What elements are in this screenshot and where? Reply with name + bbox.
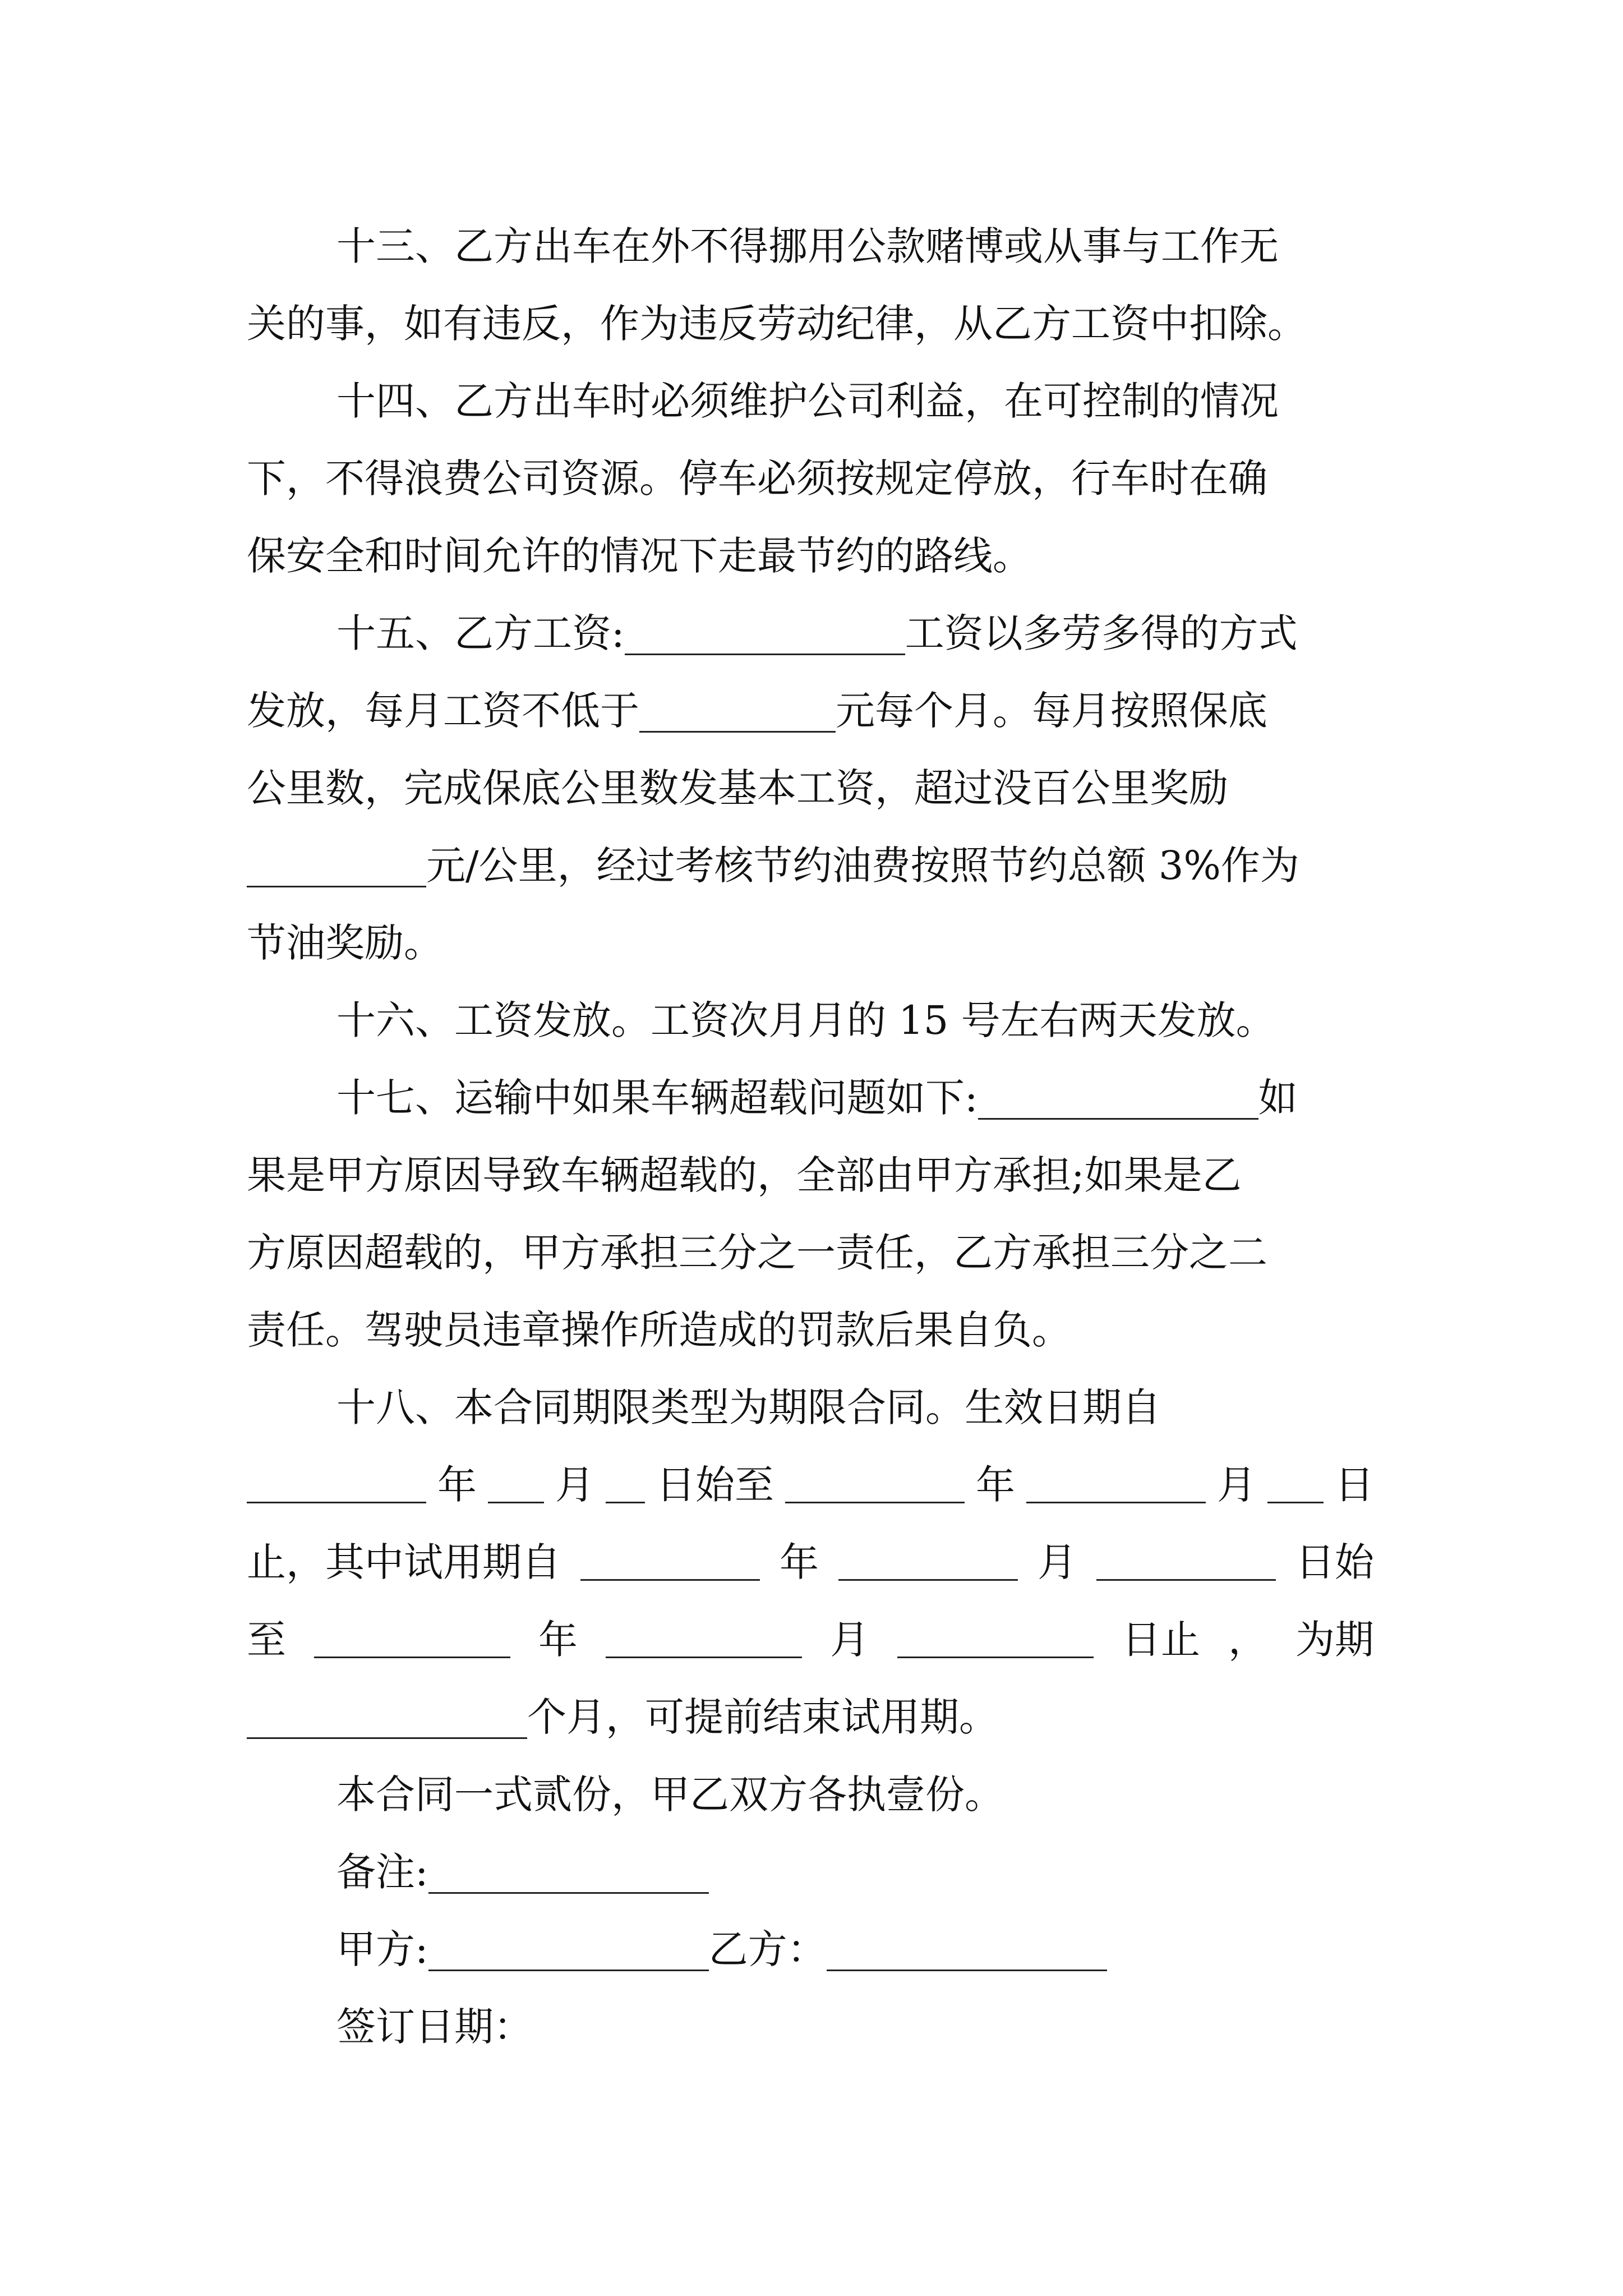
sign-date-line: 签订日期： (336, 2004, 533, 2050)
month-label: 月 (1217, 1462, 1256, 1508)
start-to-label: 日始至 (656, 1462, 774, 1508)
probation-start-month-blank[interactable] (838, 1540, 1018, 1581)
probation-start-day-blank[interactable] (1096, 1540, 1276, 1581)
day-label: 日 (1335, 1462, 1374, 1508)
effective-end-day-blank[interactable] (1267, 1462, 1324, 1503)
period-label: 为期 (1295, 1617, 1374, 1663)
probation-start-year-blank[interactable] (580, 1540, 760, 1581)
month-label: 月 (1038, 1539, 1077, 1585)
clause-15-line-3: 公里数，完成保底公里数发基本工资，超过没百公里奖励 (247, 765, 1228, 811)
clause-18-line-1: 十八、本合同期限类型为期限合同。生效日期自 (336, 1384, 1161, 1430)
clause-18-line-5-tail: 个月，可提前结束试用期。 (527, 1694, 998, 1740)
clause-16-line-1: 十六、工资发放。工资次月月的 15 号左右两天发放。 (336, 997, 1275, 1043)
clause-14-line-3: 保安全和时间允许的情况下走最节约的路线。 (247, 533, 1032, 579)
probation-months-blank[interactable] (247, 1698, 527, 1739)
contract-body (247, 208, 1374, 2065)
clause-18-line-5 (247, 1678, 1374, 1756)
remarks-label: 备注: (336, 1849, 428, 1895)
effective-start-day-blank[interactable] (606, 1462, 645, 1503)
day-start-label: 日始 (1295, 1539, 1374, 1585)
overload-blank[interactable] (978, 1079, 1258, 1120)
month-label: 月 (555, 1462, 594, 1508)
clause-14-line-2: 下，不得浪费公司资源。停车必须按规定停放，行车时在确 (247, 455, 1267, 501)
clause-15-line-2-head: 发放，每月工资不低于 (247, 688, 639, 734)
clause-15-line-2 (247, 672, 1374, 749)
day-end-label: 日止 (1122, 1617, 1200, 1663)
parties-line (247, 1911, 1374, 1988)
clause-14-line-1: 十四、乙方出车时必须维护公司利益，在可控制的情况 (336, 378, 1279, 424)
party-a-label: 甲方: (336, 1926, 428, 1972)
remarks-line (247, 1833, 1374, 1911)
clause-15-line-1-tail: 工资以多劳多得的方式 (905, 610, 1298, 656)
clause-18-line-2 (247, 1446, 1374, 1524)
probation-end-day-blank[interactable] (897, 1617, 1094, 1658)
party-b-blank[interactable] (827, 1930, 1107, 1971)
clause-15-line-5: 节油奖励。 (247, 920, 443, 966)
min-salary-blank[interactable] (639, 692, 836, 733)
clause-17-line-3: 方原因超载的，甲方承担三分之一责任，乙方承担三分之二 (247, 1230, 1267, 1276)
comma-mark: ， (1228, 1617, 1267, 1663)
clause-17-line-2: 果是甲方原因导致车辆超载的，全部由甲方承担;如果是乙 (247, 1152, 1242, 1198)
clause-17-line-1 (247, 1059, 1374, 1137)
reward-rate-blank[interactable] (247, 846, 426, 887)
clause-15-line-2-tail: 元每个月。每月按照保底 (836, 688, 1267, 734)
salary-blank[interactable] (625, 614, 905, 655)
probation-end-year-blank[interactable] (314, 1617, 510, 1658)
clause-15-line-4 (247, 827, 1374, 904)
year-label: 年 (437, 1462, 477, 1508)
clause-18-line-3 (247, 1524, 1374, 1601)
effective-start-year-blank[interactable] (247, 1462, 426, 1503)
party-a-blank[interactable] (428, 1930, 709, 1971)
probation-label: 止，其中试用期自 (247, 1539, 561, 1585)
year-label: 年 (976, 1462, 1015, 1508)
effective-end-month-blank[interactable] (1026, 1462, 1206, 1503)
party-b-label: 乙方： (708, 1926, 827, 1972)
clause-15-line-4-tail: 元/公里，经过考核节约油费按照节约总额 3%作为 (426, 843, 1299, 889)
year-label: 年 (538, 1617, 578, 1663)
clause-18-line-4 (247, 1601, 1374, 1678)
month-label: 月 (830, 1617, 869, 1663)
clause-15-line-1 (247, 595, 1374, 672)
copies-statement: 本合同一式贰份，甲乙双方各执壹份。 (336, 1772, 1004, 1818)
clause-13-line-2: 关的事，如有违反，作为违反劳动纪律，从乙方工资中扣除。 (247, 301, 1307, 347)
clause-13-line-1: 十三、乙方出车在外不得挪用公款赌博或从事与工作无 (336, 223, 1279, 269)
clause-15-salary-label: 十五、乙方工资: (336, 610, 625, 656)
effective-start-month-blank[interactable] (488, 1462, 544, 1503)
remarks-blank[interactable] (428, 1853, 709, 1894)
effective-end-year-blank[interactable] (785, 1462, 965, 1503)
clause-17-line-1-tail: 如 (1258, 1075, 1298, 1121)
probation-end-month-blank[interactable] (606, 1617, 802, 1658)
clause-17-line-4: 责任。驾驶员违章操作所造成的罚款后果自负。 (247, 1307, 1071, 1353)
to-label: 至 (247, 1617, 286, 1663)
clause-17-line-1-head: 十七、运输中如果车辆超载问题如下: (336, 1075, 978, 1121)
year-label: 年 (780, 1539, 819, 1585)
